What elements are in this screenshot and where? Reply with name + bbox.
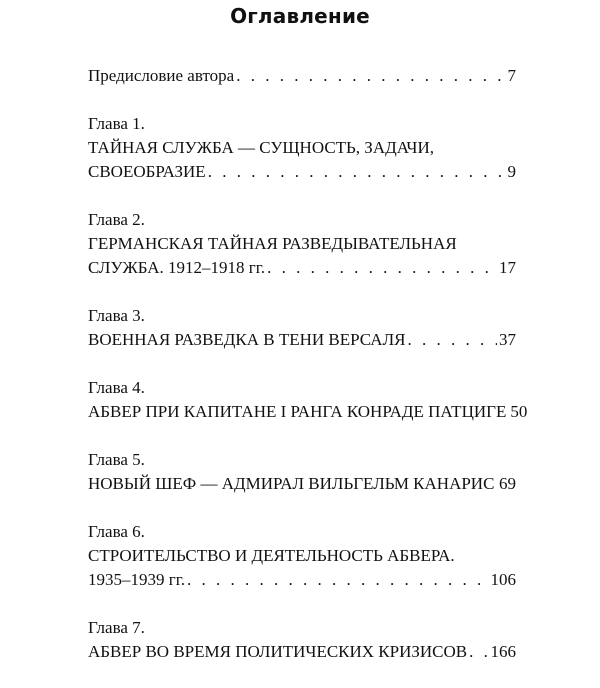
chapter-title-line: 1935–1939 гг.	[88, 570, 186, 589]
toc-leader-row	[88, 256, 516, 280]
chapter-label: Глава 7.	[88, 618, 145, 637]
page-number: 106	[490, 570, 516, 589]
toc-list	[88, 64, 528, 688]
toc-leader-row	[88, 472, 516, 496]
toc-leader-row	[88, 64, 516, 88]
page-number: 50	[510, 402, 528, 421]
chapter-title-line: ТАЙНАЯ СЛУЖБА — СУЩНОСТЬ, ЗАДАЧИ,	[88, 138, 434, 157]
toc-leader-row	[88, 568, 516, 592]
toc-entry	[88, 520, 516, 592]
toc-entry	[88, 448, 516, 496]
toc-entry	[88, 304, 516, 352]
chapter-label: Глава 1.	[88, 114, 145, 133]
page-number: 9	[507, 162, 516, 181]
dot-leader	[236, 64, 505, 88]
dot-leader	[187, 568, 488, 592]
page-number: 7	[507, 66, 516, 85]
page-number: 166	[490, 642, 516, 661]
chapter-label: Глава 3.	[88, 306, 145, 325]
page-number: 37	[499, 330, 516, 349]
chapter-label: Глава 4.	[88, 378, 145, 397]
dot-leader	[469, 640, 488, 664]
chapter-label: Глава 6.	[88, 522, 145, 541]
page-number: 17	[499, 258, 516, 277]
chapter-title-line: Предисловие автора	[88, 66, 235, 85]
toc-leader-row	[88, 640, 516, 664]
toc-entry	[88, 616, 516, 664]
chapter-label: Глава 2.	[88, 210, 145, 229]
chapter-title-line: СВОЕОБРАЗИЕ	[88, 162, 206, 181]
dot-leader	[496, 472, 497, 496]
toc-leader-row	[88, 328, 516, 352]
chapter-title-line: АБВЕР ПРИ КАПИТАНЕ I РАНГА КОНРАДЕ ПАТЦИГЕ	[88, 402, 507, 421]
chapter-title-line: НОВЫЙ ШЕФ — АДМИРАЛ ВИЛЬГЕЛЬМ КАНАРИС	[88, 474, 495, 493]
dot-leader	[208, 160, 506, 184]
chapter-title-line: СЛУЖБА. 1912–1918 гг.	[88, 258, 266, 277]
toc-entry	[88, 208, 516, 280]
toc-leader-row	[88, 160, 516, 184]
dot-leader	[267, 256, 497, 280]
toc-entry	[88, 376, 528, 424]
toc-leader-row	[88, 400, 528, 424]
chapter-label: Глава 5.	[88, 450, 145, 469]
toc-entry	[88, 64, 516, 88]
page-number: 69	[499, 474, 516, 493]
page-title: Оглавление	[230, 4, 370, 28]
toc-entry	[88, 112, 516, 184]
chapter-title-line: АБВЕР ВО ВРЕМЯ ПОЛИТИЧЕСКИХ КРИЗИСОВ	[88, 642, 468, 661]
chapter-title-line: ВОЕННАЯ РАЗВЕДКА В ТЕНИ ВЕРСАЛЯ	[88, 330, 406, 349]
chapter-title-line: СТРОИТЕЛЬСТВО И ДЕЯТЕЛЬНОСТЬ АБВЕРА.	[88, 546, 455, 565]
dot-leader	[407, 328, 497, 352]
chapter-title-line: ГЕРМАНСКАЯ ТАЙНАЯ РАЗВЕДЫВАТЕЛЬНАЯ	[88, 234, 457, 253]
